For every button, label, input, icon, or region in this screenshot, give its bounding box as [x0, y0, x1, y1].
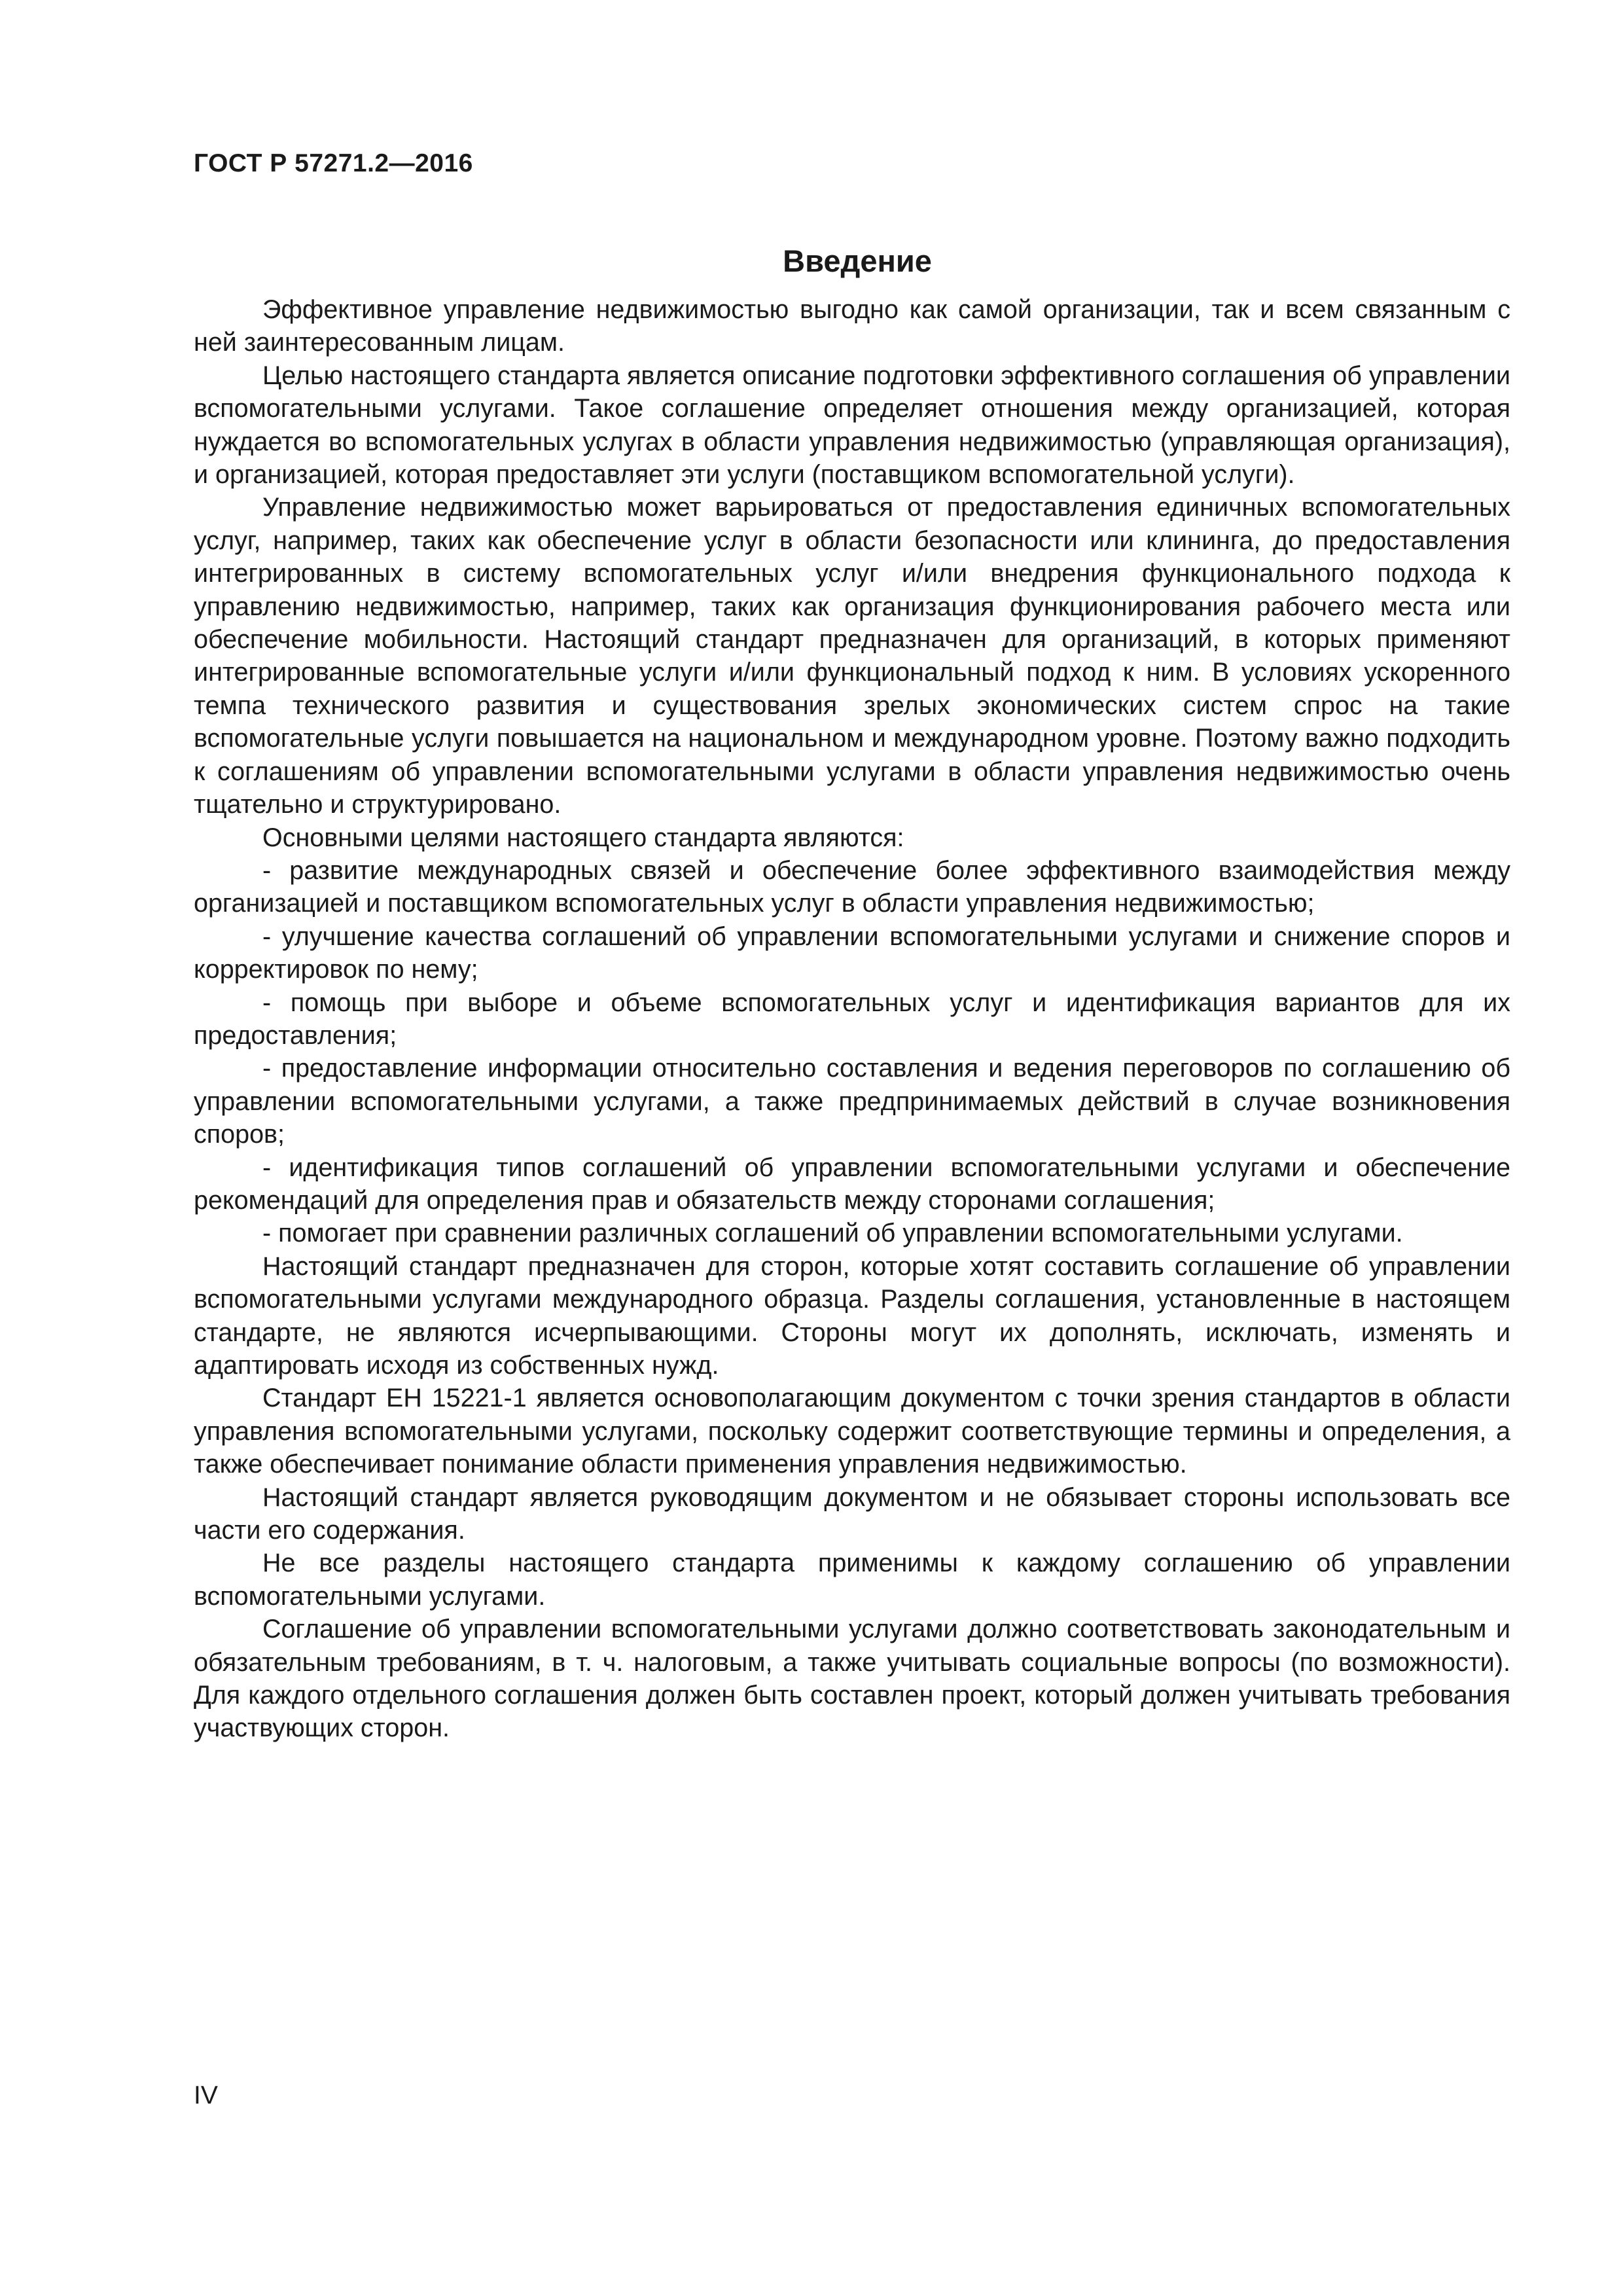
list-item: - идентификация типов соглашений об управлении вспомогательными услугами и обеспечение рекомендаций для определения прав и обязательств между сторонами соглашения; — [194, 1153, 1510, 1215]
list-item: - развитие международных связей и обеспечение более эффективного взаимодействия между организацией и поставщиком вспомогательных услуг в области управления недвижимостью; — [194, 855, 1510, 918]
paragraph: Стандарт ЕН 15221-1 является основополагающим документом с точки зрения стандартов в области управления вспомогательными услугами, поскольку содержит соответствующие термины и определения, а также обеспечивает понимание области применения управления недвижимостью. — [194, 1384, 1510, 1479]
paragraph: Не все разделы настоящего стандарта применимы к каждому соглашению об управлении вспомогательными услугами. — [194, 1549, 1510, 1611]
paragraph: Основными целями настоящего стандарта являются: — [262, 823, 904, 852]
section-title: Введение — [783, 243, 932, 279]
list-item: - предоставление информации относительно составления и ведения переговоров по соглашению об управлении вспомогательными услугами, а также предпринимаемых действий в случае возникновения споров; — [194, 1054, 1510, 1149]
list-item: - помощь при выборе и объеме вспомогательных услуг и идентификация вариантов для их предоставления; — [194, 988, 1510, 1050]
paragraph: Целью настоящего стандарта является описание подготовки эффективного соглашения об управлении вспомогательными услугами. Такое соглашение определяет отношения между организацией, которая нуждается во вспомогательных услугах в области управления недвижимостью (управляющая организация), и организацией, которая предоставляет эти услуги (поставщиком вспомогательной услуги). — [194, 361, 1510, 490]
paragraph: Соглашение об управлении вспомогательными услугами должно соответствовать законодательным и обязательным требованиям, в т. ч. налоговым, а также учитывать социальные вопросы (по возможности). Для каждого отдельного соглашения должен быть составлен проект, который должен учитывать требования участвующих сторон. — [194, 1615, 1510, 1743]
paragraph: Эффективное управление недвижимостью выгодно как самой организации, так и всем связанным с ней заинтересованным лицам. — [194, 295, 1510, 357]
paragraph: Управление недвижимостью может варьироваться от предоставления единичных вспомогательных услуг, например, таких как обеспечение услуг в области безопасности или клининга, до предоставления интегрированных в систему вспомогательных услуг и/или внедрения функционального подхода к управлению недвижимостью, например, таких как организация функционирования рабочего места или обеспечение мобильности. Настоящий стандарт предназначен для организаций, в которых применяют интегрированные вспомогательные услуги и/или функциональный подход к ним. В условиях ускоренного темпа технического развития и существования зрелых экономических систем спрос на такие вспомогательные услуги повышается на национальном и международном уровне. Поэтому важно подходить к соглашениям об управлении вспомогательными услугами в области управления недвижимостью очень тщательно и структурировано. — [194, 493, 1510, 819]
body-text — [194, 293, 1510, 1745]
page-number: IV — [194, 2081, 218, 2109]
list-item: - улучшение качества соглашений об управлении вспомогательными услугами и снижение споров и корректировок по нему; — [194, 922, 1510, 984]
list-item: - помогает при сравнении различных соглашений об управлении вспомогательными услугами. — [262, 1219, 1403, 1248]
paragraph: Настоящий стандарт является руководящим документом и не обязывает стороны использовать все части его содержания. — [194, 1482, 1510, 1545]
document-code: ГОСТ Р 57271.2—2016 — [194, 149, 473, 177]
paragraph: Настоящий стандарт предназначен для сторон, которые хотят составить соглашение об управлении вспомогательными услугами международного образца. Разделы соглашения, установленные в настоящем стандарте, не являются исчерпывающими. Стороны могут их дополнять, исключать, изменять и адаптировать исходя из собственных нужд. — [194, 1251, 1510, 1380]
